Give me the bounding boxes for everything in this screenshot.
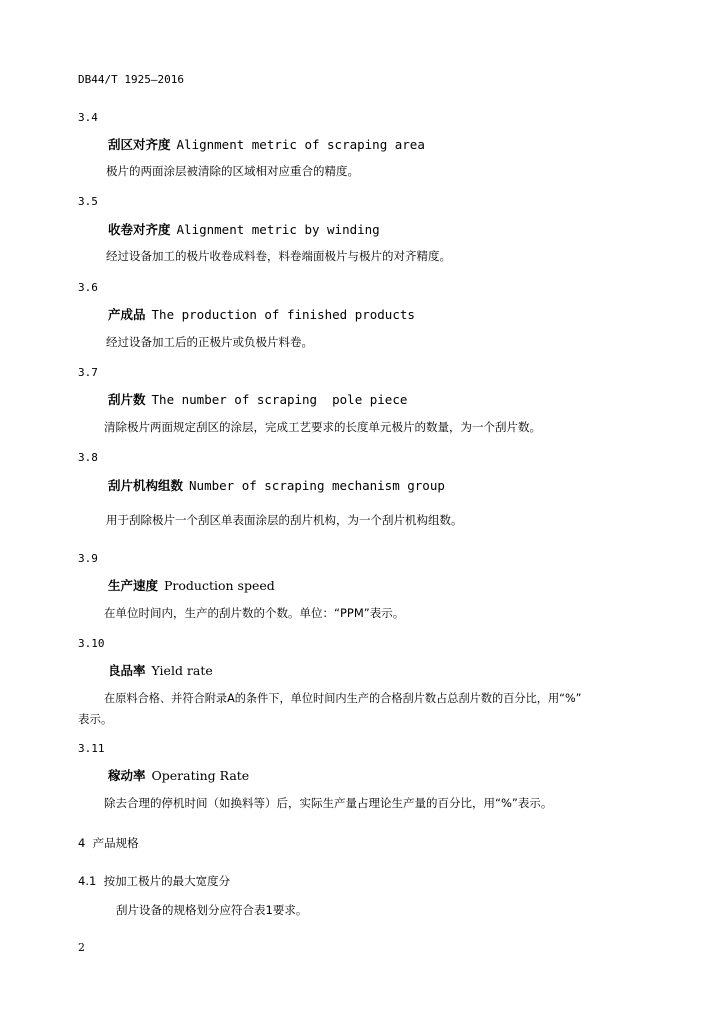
term-definition-continued: 表示。 bbox=[78, 712, 113, 726]
term-definition: 经过设备加工的极片收卷成料卷，料卷端面极片与极片的对齐精度。 bbox=[106, 249, 451, 263]
term-zh: 良品率 bbox=[108, 663, 146, 678]
term-definition: 在原料合格、并符合附录A的条件下，单位时间内生产的合格刮片数占总刮片数的百分比，用“%” bbox=[104, 692, 582, 705]
term-zh: 生产速度 bbox=[108, 578, 159, 593]
term-heading bbox=[108, 394, 407, 407]
page-number: 2 bbox=[78, 941, 85, 954]
term-definition: 经过设备加工后的正极片或负极片料卷。 bbox=[106, 335, 313, 349]
term-en: Number of scraping mechanism group bbox=[189, 478, 445, 493]
term-zh: 收卷对齐度 bbox=[108, 222, 171, 237]
term-heading bbox=[108, 480, 445, 493]
term-zh: 刮区对齐度 bbox=[108, 137, 171, 152]
term-definition: 清除极片两面规定刮区的涂层，完成工艺要求的长度单元极片的数量，为一个刮片数。 bbox=[104, 420, 541, 434]
term-zh: 刮片机构组数 bbox=[108, 478, 184, 493]
clause-number: 3.6 bbox=[78, 281, 98, 294]
term-en: Production speed bbox=[164, 578, 275, 593]
term-heading bbox=[108, 665, 213, 678]
clause-number: 3.4 bbox=[78, 111, 98, 124]
document-id-header: DB44/T 1925—2016 bbox=[78, 73, 184, 86]
section-heading: 4 产品规格 bbox=[78, 836, 139, 850]
clause-number: 3.8 bbox=[78, 451, 98, 464]
term-zh: 刮片数 bbox=[108, 392, 146, 407]
clause-number: 3.10 bbox=[78, 637, 105, 650]
clause-number: 3.11 bbox=[78, 742, 105, 755]
term-en: The production of finished products bbox=[151, 307, 415, 322]
subsection-heading: 4.1 按加工极片的最大宽度分 bbox=[78, 874, 231, 888]
term-definition: 用于刮除极片一个刮区单表面涂层的刮片机构，为一个刮片机构组数。 bbox=[106, 513, 463, 527]
term-heading bbox=[108, 580, 275, 593]
term-en: The number of scraping pole piece bbox=[151, 392, 408, 407]
term-heading bbox=[108, 770, 249, 783]
term-en: Operating Rate bbox=[151, 768, 250, 783]
term-en: Alignment metric of scraping area bbox=[176, 137, 425, 152]
clause-number: 3.9 bbox=[78, 552, 98, 565]
clause-number: 3.5 bbox=[78, 195, 98, 208]
term-heading bbox=[108, 309, 415, 322]
clause-number: 3.7 bbox=[78, 366, 98, 379]
term-definition: 极片的两面涂层被清除的区域相对应重合的精度。 bbox=[106, 164, 359, 178]
section-text: 刮片设备的规格划分应符合表1要求。 bbox=[116, 903, 308, 917]
term-definition: 除去合理的停机时间（如换料等）后，实际生产量占理论生产量的百分比，用“%”表示。 bbox=[104, 796, 553, 810]
term-zh: 稼动率 bbox=[108, 768, 146, 783]
term-en: Yield rate bbox=[151, 663, 213, 678]
term-definition: 在单位时间内，生产的刮片数的个数。单位：“PPM”表示。 bbox=[104, 606, 405, 620]
term-zh: 产成品 bbox=[108, 307, 146, 322]
term-heading bbox=[108, 224, 380, 237]
term-heading bbox=[108, 139, 425, 152]
term-en: Alignment metric by winding bbox=[176, 222, 380, 237]
